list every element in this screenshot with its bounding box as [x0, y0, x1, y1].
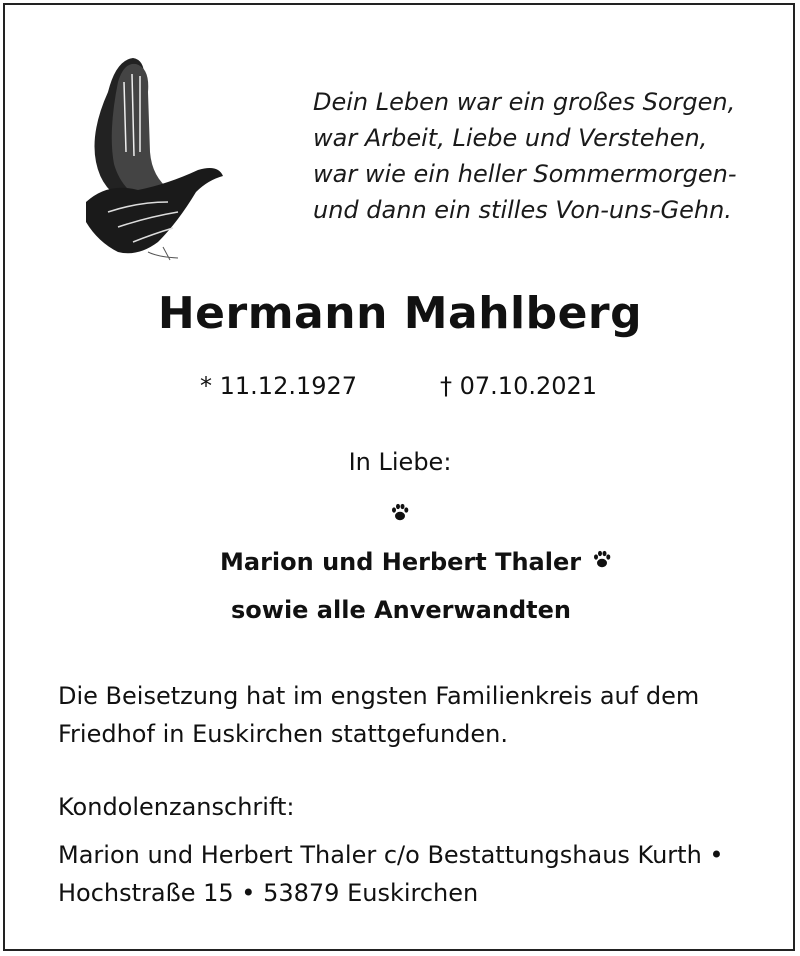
death-date: † 07.10.2021 — [440, 372, 598, 400]
birth-date: * 11.12.1927 — [200, 372, 358, 400]
poem-line: Dein Leben war ein großes Sorgen, — [313, 88, 736, 116]
condolence-address — [58, 836, 724, 912]
mourners-line-2: sowie alle Anverwandten — [231, 596, 571, 624]
paw-icon — [592, 549, 612, 569]
burial-line: Friedhof in Euskirchen stattgefunden. — [58, 720, 509, 748]
poem — [313, 84, 773, 228]
poem-line: war Arbeit, Liebe und Verstehen, — [313, 124, 708, 152]
burial-line: Die Beisetzung hat im engsten Familienkreis auf dem — [58, 682, 700, 710]
poem-line: und dann ein stilles Von-uns-Gehn. — [313, 196, 732, 224]
paw-icon — [390, 502, 410, 522]
burial-notice — [58, 677, 699, 753]
deceased-name: Hermann Mahlberg — [157, 288, 643, 339]
poem-line: war wie ein heller Sommermorgen- — [313, 160, 737, 188]
address-line: Hochstraße 15 • 53879 Euskirchen — [58, 879, 479, 907]
mourners-line-1: Marion und Herbert Thaler — [220, 548, 582, 576]
praying-hands-icon — [78, 52, 228, 262]
condolence-label: Kondolenzanschrift: — [58, 793, 295, 821]
mourners-intro: In Liebe: — [348, 448, 452, 476]
address-line: Marion und Herbert Thaler c/o Bestattungshaus Kurth • — [58, 841, 724, 869]
